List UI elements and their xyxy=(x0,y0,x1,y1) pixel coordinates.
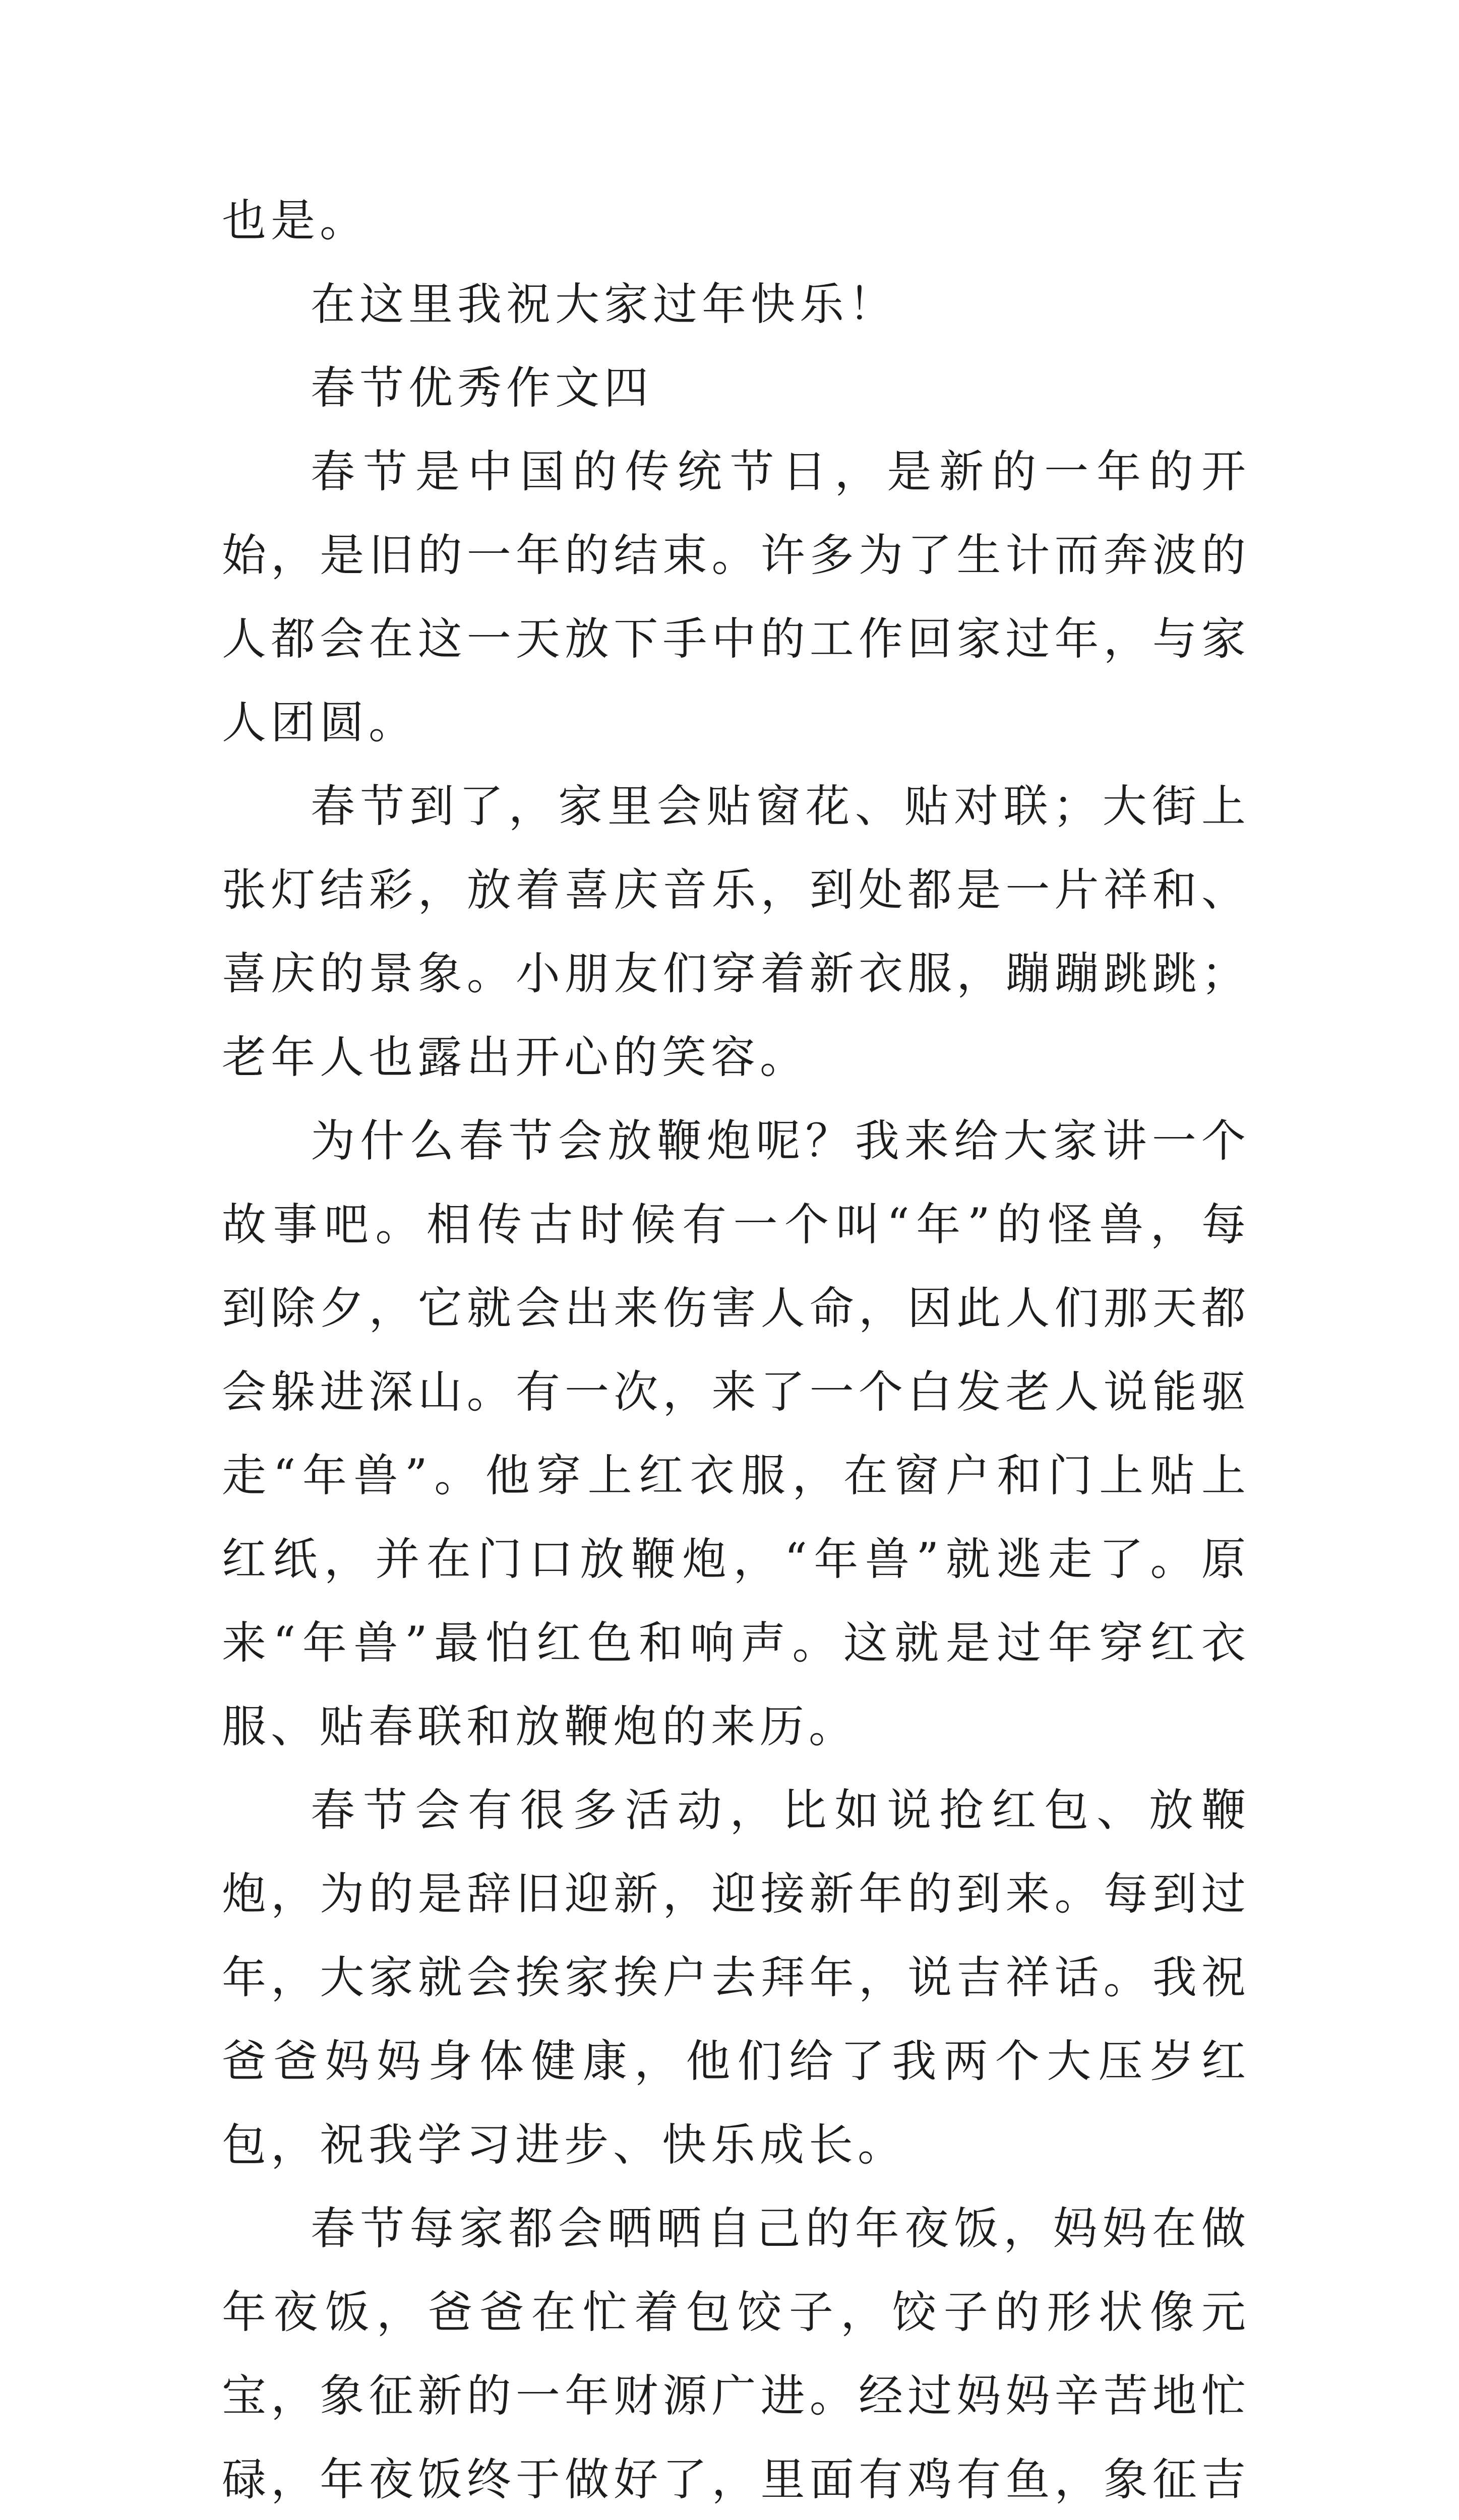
paragraph-greeting: 在这里我祝大家过年快乐！ xyxy=(311,278,898,330)
essay-body xyxy=(222,179,1250,2520)
paragraph: 春节是中国的传统节日，是新的一年的开始，是旧的一年的结束。许多为了生计而奔波的人都会在这一天放下手中的工作回家过年，与家人团圆。 xyxy=(222,446,1250,748)
essay-title: 春节优秀作文四 xyxy=(311,362,653,414)
paragraph: 春节每家都会晒晒自己的年夜饭，妈妈在做年夜饭，爸爸在忙着包饺子，饺子的形状像元宝，象征新的一年财源广进。经过妈妈辛苦地忙碌，年夜饭终于做好了，里面有鸡有鱼，象征吉 xyxy=(222,2202,1250,2505)
paragraph: 为什么春节会放鞭炮呢？我来给大家讲一个故事吧。相传古时候有一个叫“年”的怪兽，每到除夕，它就会出来伤害人命，因此人们那天都会躲进深山。有一次，来了一个白发老人说能驱走“年兽”。他穿上红衣服，在窗户和门上贴上红纸，并在门口放鞭炮，“年兽”就逃走了。原来“年兽”最怕红色和响声。这就是过年穿红衣服、贴春联和放鞭炮的来历。 xyxy=(222,1115,1250,1752)
paragraph: 春节到了，家里会贴窗花、贴对联；大街上张灯结彩，放着喜庆音乐，到处都是一片祥和、喜庆的景象。小朋友们穿着新衣服，蹦蹦跳跳；老年人也露出开心的笑容。 xyxy=(222,780,1250,1083)
paragraph: 春节会有很多活动，比如说抢红包、放鞭炮，为的是辞旧迎新，迎接新年的到来。每到过年，大家就会挨家挨户去拜年，说吉祥话。我祝爸爸妈妈身体健康，他们给了我两个大压岁红包，祝我学习进步、快乐成长。 xyxy=(222,1784,1250,2171)
paragraph-continuation: 也是。 xyxy=(222,195,369,246)
